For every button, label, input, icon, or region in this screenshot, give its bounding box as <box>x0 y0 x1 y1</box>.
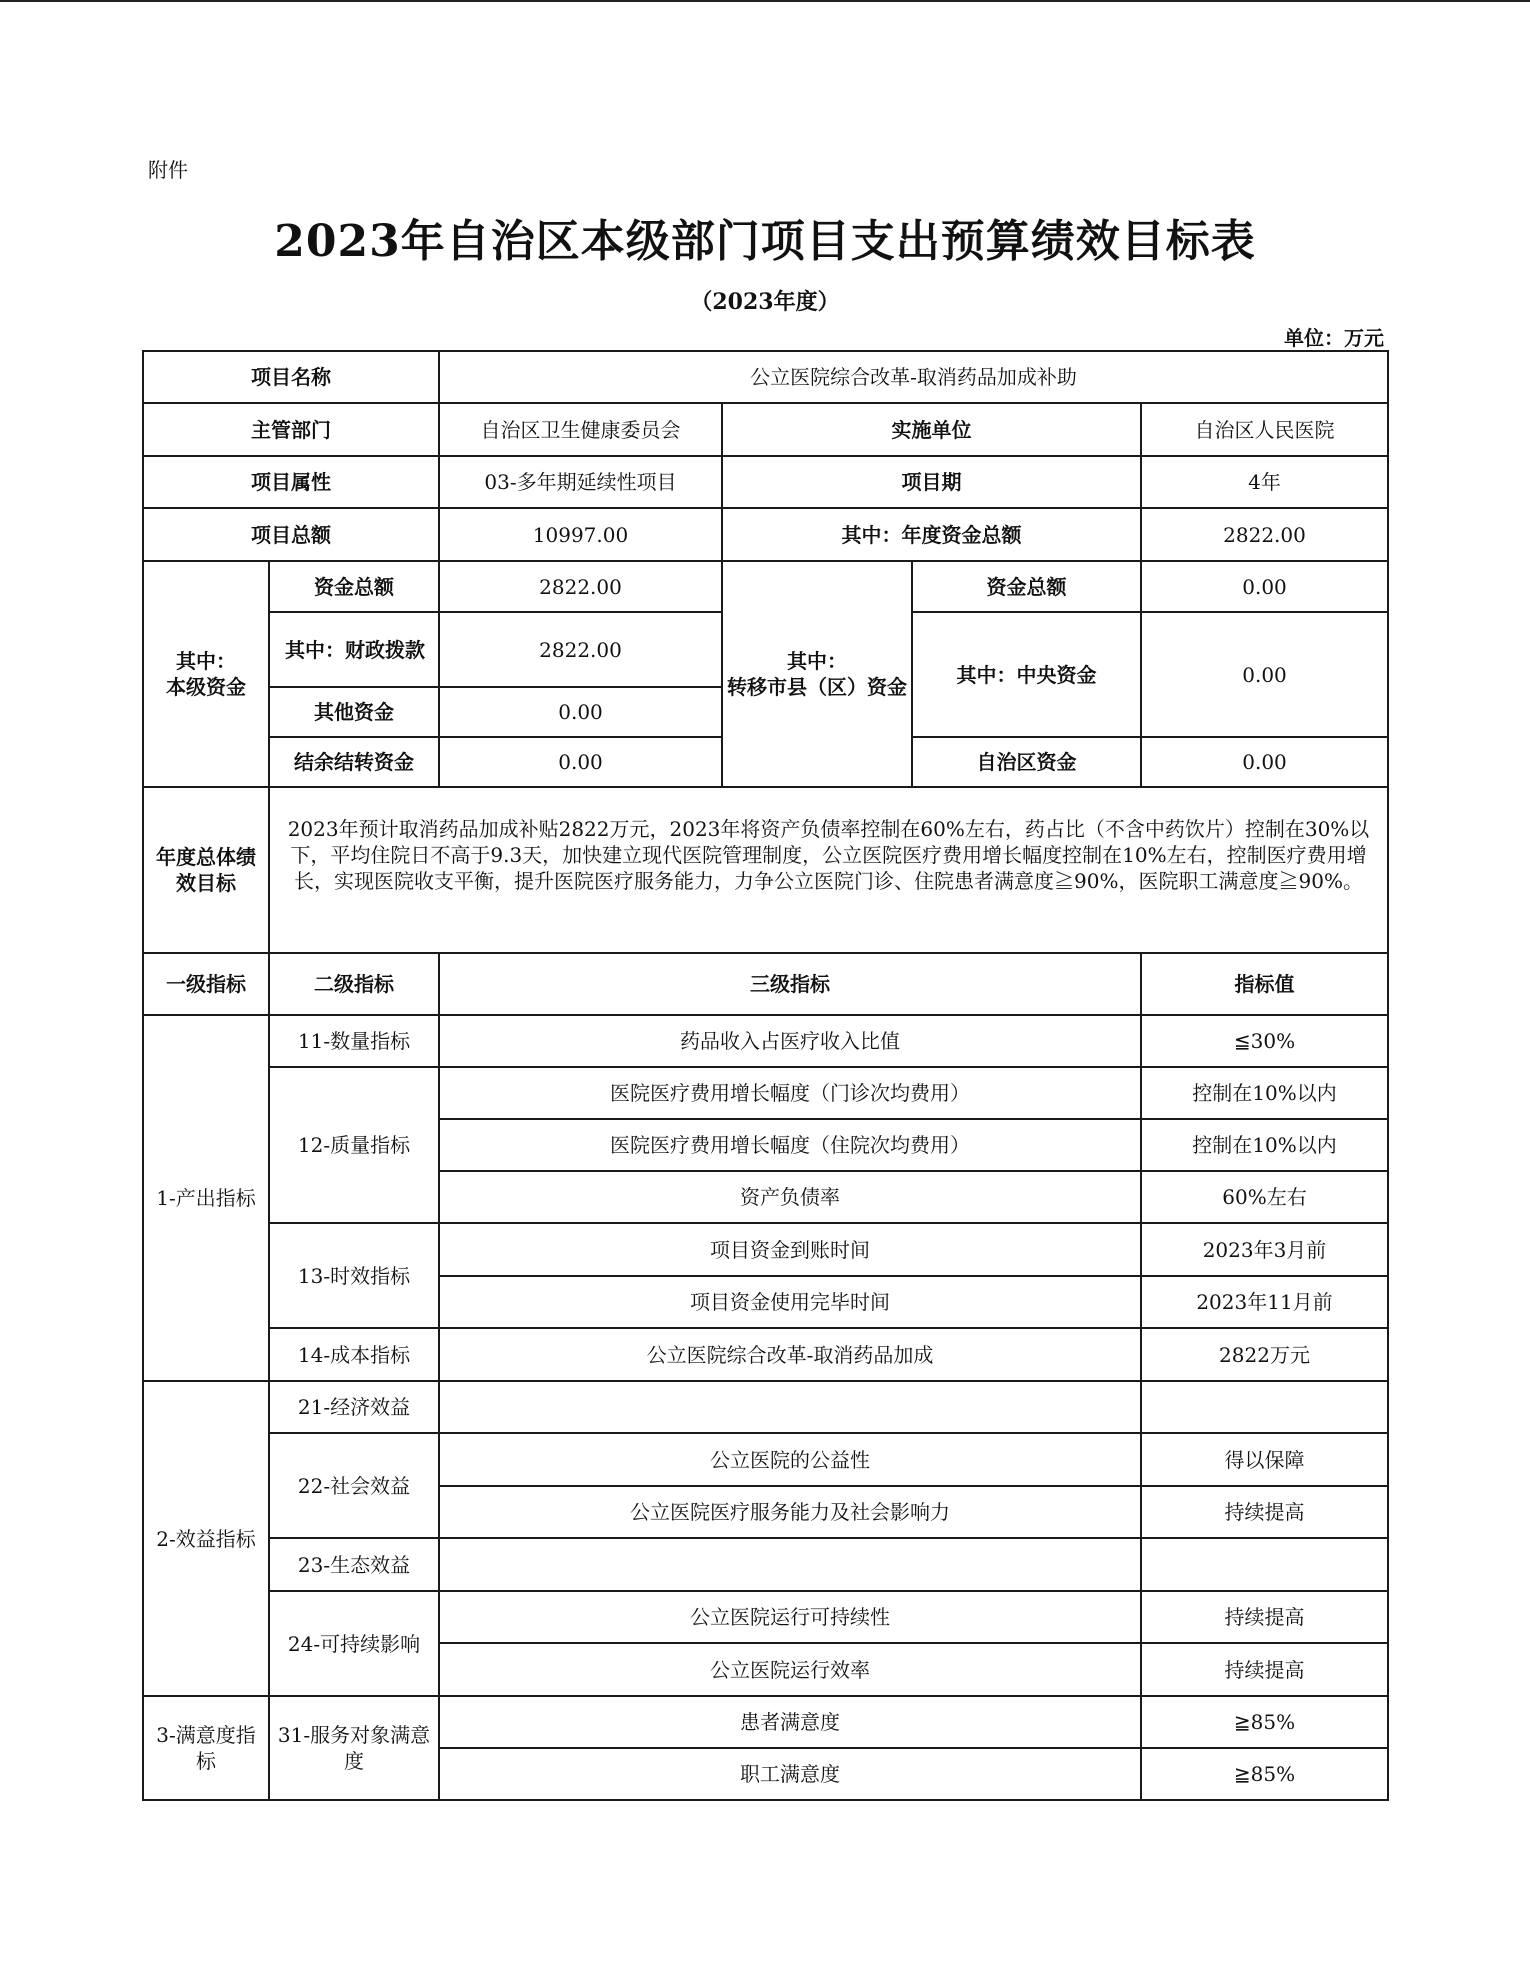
indicator-name: 公立医院的公益性 <box>439 1433 1141 1486</box>
indicator-value: 持续提高 <box>1141 1643 1388 1696</box>
indicator-name: 公立医院运行效率 <box>439 1643 1141 1696</box>
table-row <box>143 1591 1388 1643</box>
header-level1: 一级指标 <box>143 953 269 1015</box>
level2-cost: 14-成本指标 <box>269 1328 439 1381</box>
transfer-funds-group-label: 其中： 转移市县（区）资金 <box>722 561 912 787</box>
attribute-label: 项目属性 <box>143 456 439 508</box>
level2-service-satisfaction: 31-服务对象满意度 <box>269 1696 439 1800</box>
period-value: 4年 <box>1141 456 1388 508</box>
indicator-name: 项目资金到账时间 <box>439 1223 1141 1276</box>
region-funds-label: 自治区资金 <box>912 737 1141 787</box>
table-row <box>143 1223 1388 1276</box>
unit-label: 单位：万元 <box>1284 326 1384 350</box>
central-funds-value: 0.00 <box>1141 612 1388 737</box>
table-row <box>143 1381 1388 1433</box>
top-border-line <box>0 0 1530 2</box>
indicator-value: ≧85% <box>1141 1748 1388 1800</box>
other-funds-value: 0.00 <box>439 687 722 737</box>
department-value: 自治区卫生健康委员会 <box>439 403 722 456</box>
header-level3: 三级指标 <box>439 953 1141 1015</box>
indicator-value: 控制在10%以内 <box>1141 1119 1388 1171</box>
period-label: 项目期 <box>722 456 1141 508</box>
row-annual-goal <box>143 787 1388 953</box>
local-total-value: 2822.00 <box>439 561 722 612</box>
indicator-value: 得以保障 <box>1141 1433 1388 1486</box>
document-subtitle: （2023年度） <box>690 289 840 315</box>
table-row <box>143 1538 1388 1591</box>
table-row <box>143 1015 1388 1067</box>
indicator-name-empty <box>439 1381 1141 1433</box>
level2-sustainable: 24-可持续影响 <box>269 1591 439 1696</box>
indicator-value: 2023年11月前 <box>1141 1276 1388 1328</box>
level1-satisfaction: 3-满意度指标 <box>143 1696 269 1800</box>
performance-target-table <box>142 350 1389 1801</box>
indicator-value: ≦30% <box>1141 1015 1388 1067</box>
transfer-total-label: 资金总额 <box>912 561 1141 612</box>
attachment-label: 附件 <box>148 158 188 182</box>
level2-economic: 21-经济效益 <box>269 1381 439 1433</box>
row-project-name <box>143 351 1388 403</box>
level1-benefit: 2-效益指标 <box>143 1381 269 1696</box>
table-row <box>143 1328 1388 1381</box>
transfer-total-value: 0.00 <box>1141 561 1388 612</box>
level2-ecological: 23-生态效益 <box>269 1538 439 1591</box>
indicator-name: 医院医疗费用增长幅度（门诊次均费用） <box>439 1067 1141 1119</box>
indicator-name: 药品收入占医疗收入比值 <box>439 1015 1141 1067</box>
table-row <box>143 1696 1388 1748</box>
indicator-value: 持续提高 <box>1141 1591 1388 1643</box>
central-funds-label: 其中：中央资金 <box>912 612 1141 737</box>
row-department <box>143 403 1388 456</box>
carryover-value: 0.00 <box>439 737 722 787</box>
indicator-value-empty <box>1141 1538 1388 1591</box>
indicator-name: 职工满意度 <box>439 1748 1141 1800</box>
row-attribute <box>143 456 1388 508</box>
row-funds-total <box>143 561 1388 612</box>
annual-total-value: 2822.00 <box>1141 508 1388 561</box>
header-level2: 二级指标 <box>269 953 439 1015</box>
level2-quality: 12-质量指标 <box>269 1067 439 1223</box>
row-indicator-headers <box>143 953 1388 1015</box>
header-value: 指标值 <box>1141 953 1388 1015</box>
level2-timeliness: 13-时效指标 <box>269 1223 439 1328</box>
carryover-label: 结余结转资金 <box>269 737 439 787</box>
project-name-value: 公立医院综合改革-取消药品加成补助 <box>439 351 1388 403</box>
attribute-value: 03-多年期延续性项目 <box>439 456 722 508</box>
indicator-value: 2822万元 <box>1141 1328 1388 1381</box>
total-label: 项目总额 <box>143 508 439 561</box>
indicator-name: 项目资金使用完毕时间 <box>439 1276 1141 1328</box>
project-name-label: 项目名称 <box>143 351 439 403</box>
indicator-value: 持续提高 <box>1141 1486 1388 1538</box>
local-funds-group-label: 其中： 本级资金 <box>143 561 269 787</box>
local-total-label: 资金总额 <box>269 561 439 612</box>
row-total <box>143 508 1388 561</box>
indicator-name: 患者满意度 <box>439 1696 1141 1748</box>
implementer-label: 实施单位 <box>722 403 1141 456</box>
indicator-value: 60%左右 <box>1141 1171 1388 1223</box>
indicator-name-empty <box>439 1538 1141 1591</box>
indicator-name: 公立医院综合改革-取消药品加成 <box>439 1328 1141 1381</box>
indicator-value: 控制在10%以内 <box>1141 1067 1388 1119</box>
other-funds-label: 其他资金 <box>269 687 439 737</box>
indicator-name: 公立医院医疗服务能力及社会影响力 <box>439 1486 1141 1538</box>
annual-total-label: 其中：年度资金总额 <box>722 508 1141 561</box>
annual-goal-label: 年度总体绩效目标 <box>143 787 269 953</box>
table-row <box>143 1433 1388 1486</box>
region-funds-value: 0.00 <box>1141 737 1388 787</box>
implementer-value: 自治区人民医院 <box>1141 403 1388 456</box>
indicator-value: 2023年3月前 <box>1141 1223 1388 1276</box>
level2-quantity: 11-数量指标 <box>269 1015 439 1067</box>
indicator-name: 医院医疗费用增长幅度（住院次均费用） <box>439 1119 1141 1171</box>
indicator-value-empty <box>1141 1381 1388 1433</box>
level1-output: 1-产出指标 <box>143 1015 269 1381</box>
total-value: 10997.00 <box>439 508 722 561</box>
indicator-name: 公立医院运行可持续性 <box>439 1591 1141 1643</box>
indicator-value: ≧85% <box>1141 1696 1388 1748</box>
level2-social: 22-社会效益 <box>269 1433 439 1538</box>
fiscal-label: 其中：财政拨款 <box>269 612 439 687</box>
annual-goal-text: 2023年预计取消药品加成补贴2822万元，2023年将资产负债率控制在60%左右，药占比（不含中药饮片）控制在30%以下，平均住院日不高于9.3天，加快建立现代医院管理制度，公立医院医疗费用增长幅度控制在10%左右，控制医疗费用增长，实现医院收支平衡，提升医院医疗服务能力，力争公立医院门诊、住院患者满意度≧90%，医院职工满意度≧90%。 <box>269 787 1388 953</box>
table-row <box>143 1067 1388 1119</box>
fiscal-value: 2822.00 <box>439 612 722 687</box>
department-label: 主管部门 <box>143 403 439 456</box>
document-title: 2023年自治区本级部门项目支出预算绩效目标表 <box>274 216 1256 267</box>
indicator-name: 资产负债率 <box>439 1171 1141 1223</box>
